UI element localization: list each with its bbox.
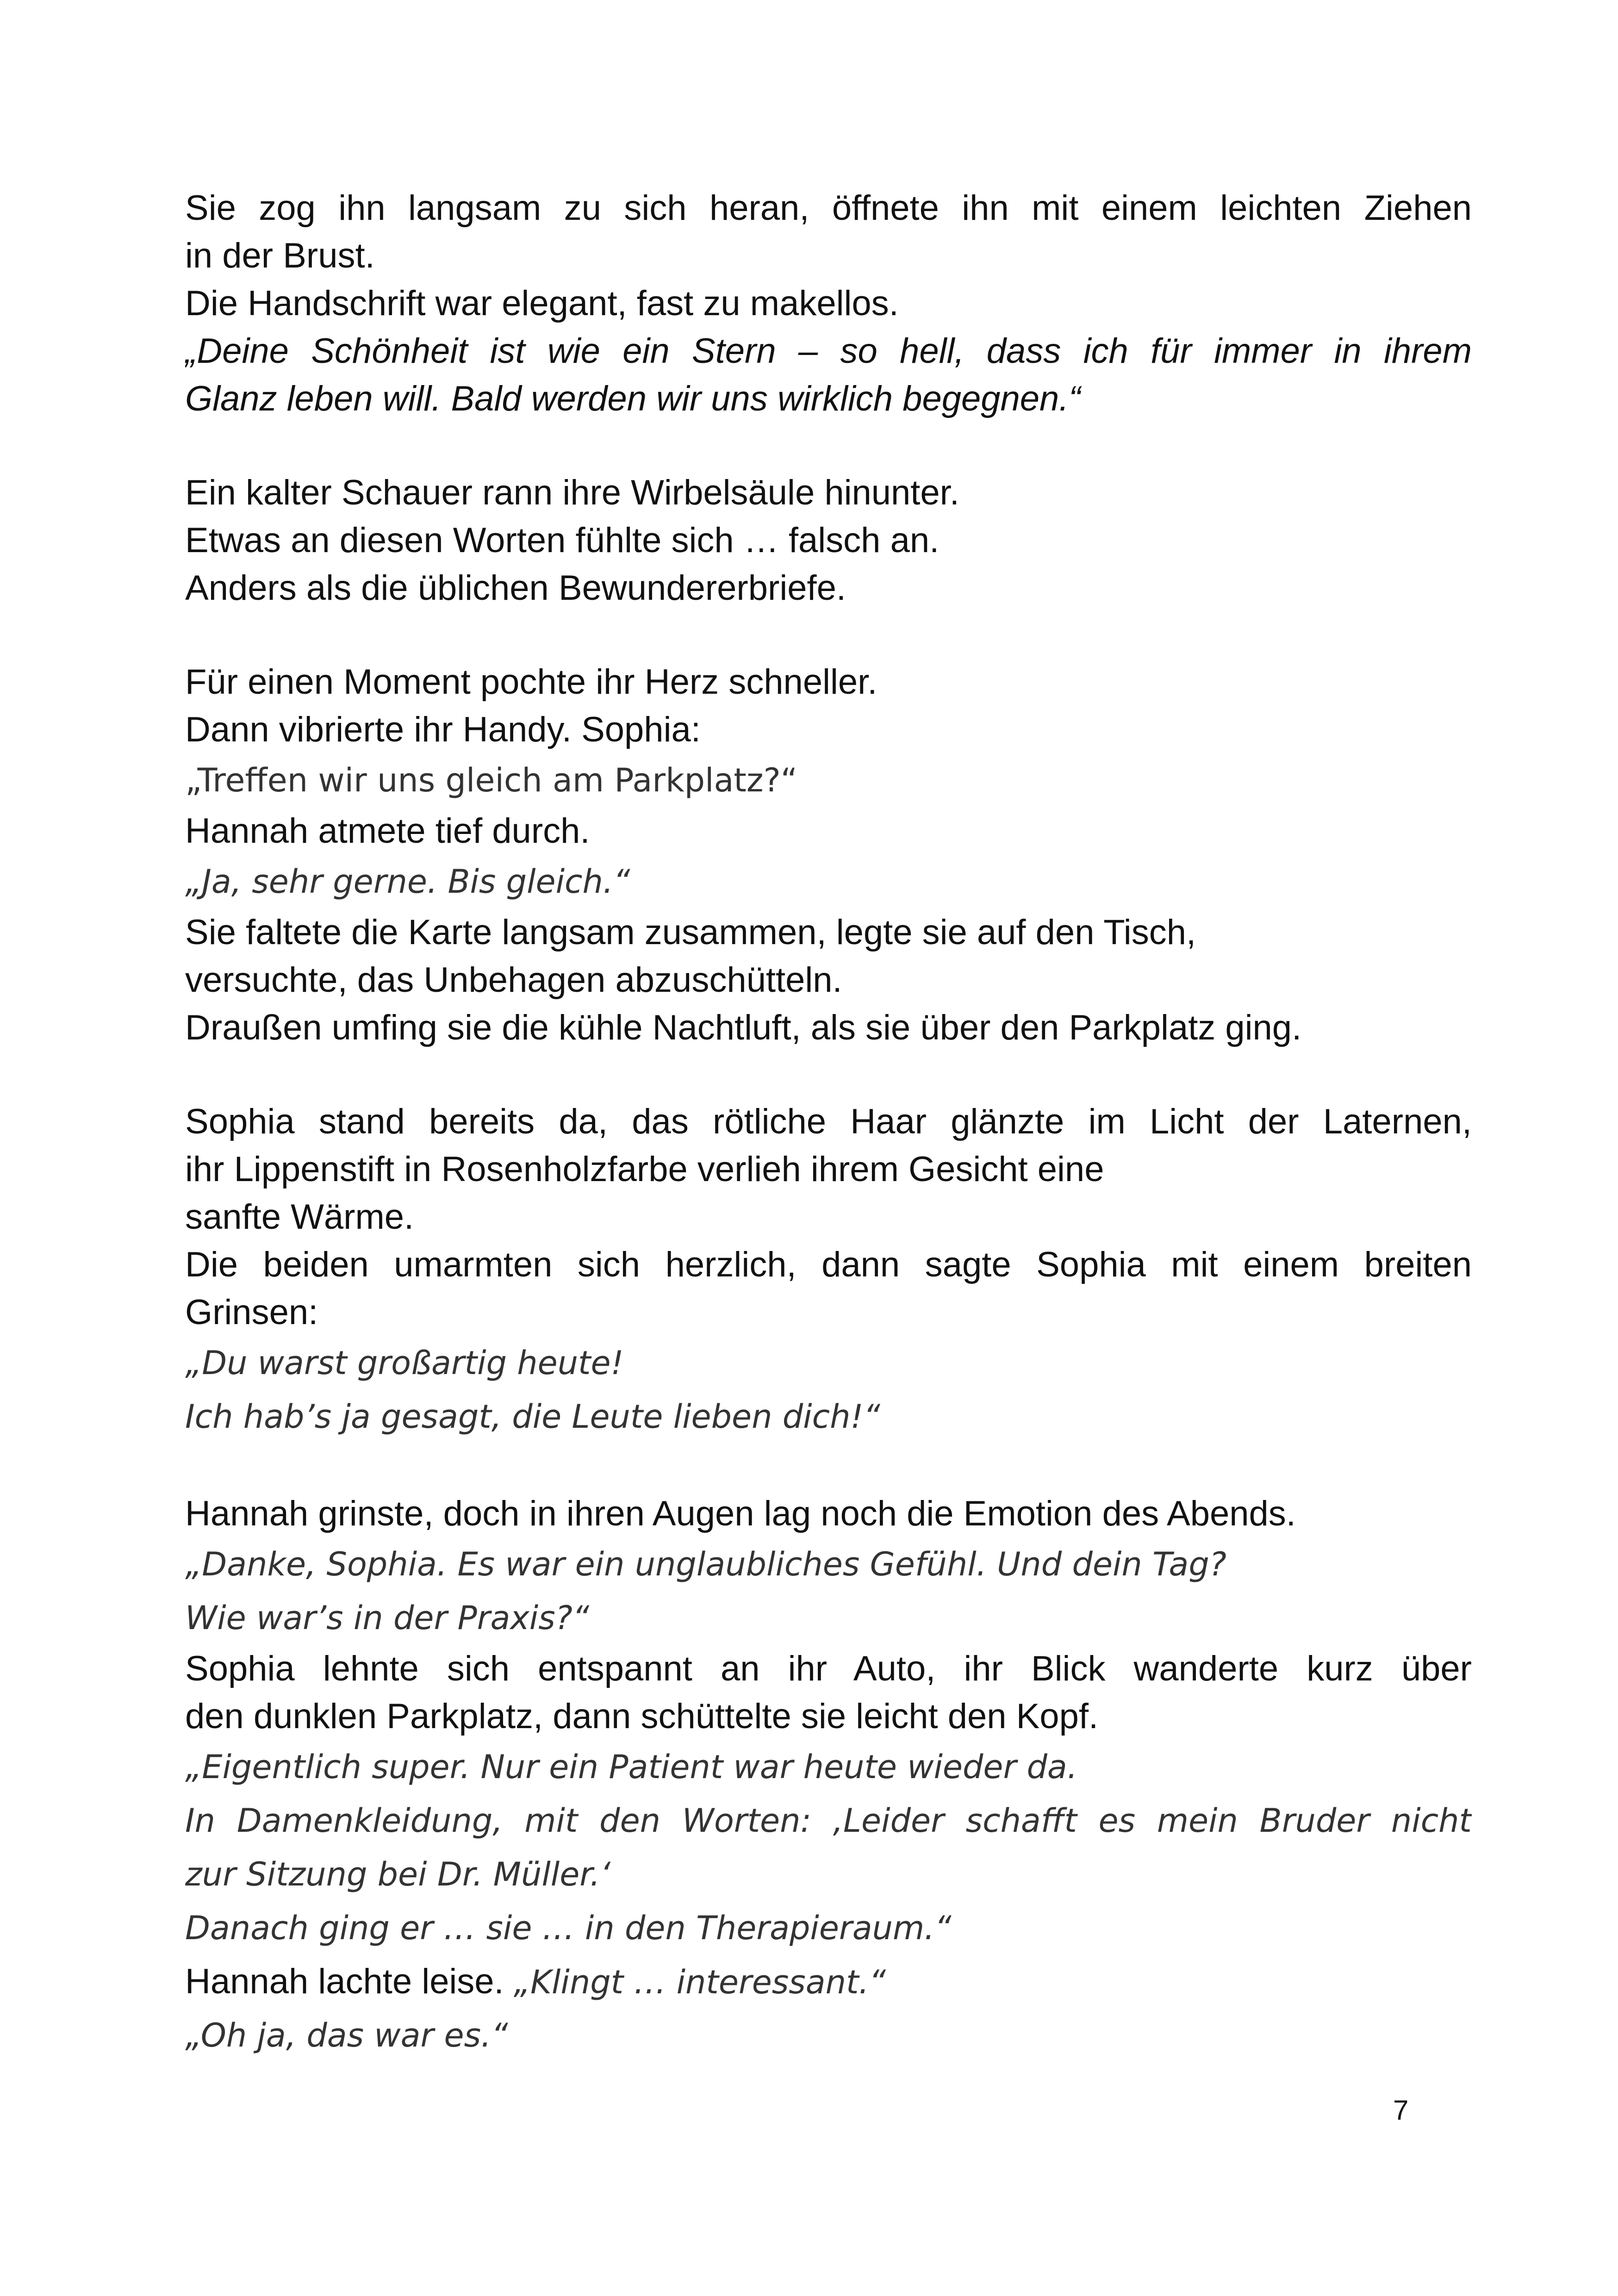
document-page [185, 184, 1472, 2062]
letter-quote-line: „Deine Schönheit ist wie ein Stern – so hell, dass ich für immer in ihrem [185, 331, 1472, 371]
body-text-line: Sophia lehnte sich entspannt an ihr Auto, ihr Blick wanderte kurz über [185, 1649, 1472, 1688]
body-text-line: Die Handschrift war elegant, fast zu makellos. [185, 284, 899, 323]
body-text-line: versuchte, das Unbehagen abzuschütteln. [185, 960, 842, 1000]
dialogue-quote-line: In Damenkleidung, mit den Worten: ‚Leider schafft es mein Bruder nicht [185, 1802, 1472, 1840]
body-text-line: den dunklen Parkplatz, dann schüttelte sie leicht den Kopf. [185, 1697, 1099, 1736]
paragraph-gap [185, 1052, 1472, 1098]
body-text-line: Etwas an diesen Worten fühlte sich … falsch an. [185, 521, 940, 560]
dialogue-quote-line: „Eigentlich super. Nur ein Patient war heute wieder da. [185, 1748, 1078, 1786]
dialogue-quote-line: „Oh ja, das war es.“ [185, 2016, 508, 2054]
dialogue-quote-line: Danach ging er … sie … in den Therapieraum.“ [185, 1909, 952, 1947]
body-text-line: Hannah atmete tief durch. [185, 811, 590, 851]
paragraph-gap [185, 423, 1472, 469]
dialogue-quote-segment: „Klingt … interessant.“ [513, 1963, 886, 2001]
dialogue-quote-line: Wie war’s in der Praxis?“ [185, 1599, 590, 1637]
dialogue-quote-line: Ich hab’s ja gesagt, die Leute lieben dich!“ [185, 1398, 880, 1436]
page-number: 7 [1393, 2095, 1409, 2126]
paragraph-gap [185, 612, 1472, 658]
body-text-line: Hannah grinste, doch in ihren Augen lag noch die Emotion des Abends. [185, 1494, 1296, 1533]
body-text-line: Grinsen: [185, 1293, 318, 1332]
body-text-line: Dann vibrierte ihr Handy. Sophia: [185, 710, 701, 749]
body-text-line: Draußen umfing sie die kühle Nachtluft, als sie über den Parkplatz ging. [185, 1008, 1302, 1047]
paragraph-gap [185, 1444, 1472, 1490]
letter-quote-line: Glanz leben will. Bald werden wir uns wirklich begegnen.“ [185, 379, 1081, 418]
dialogue-quote-line: „Danke, Sophia. Es war ein unglaubliches Gefühl. Und dein Tag? [185, 1545, 1226, 1583]
body-text-segment: Hannah lachte leise. [185, 1962, 514, 2001]
body-text-line: Die beiden umarmten sich herzlich, dann sagte Sophia mit einem breiten [185, 1245, 1472, 1284]
body-text-line: Für einen Moment pochte ihr Herz schneller. [185, 662, 877, 702]
body-text-line: Ein kalter Schauer rann ihre Wirbelsäule hinunter. [185, 473, 959, 512]
body-text-line: sanfte Wärme. [185, 1197, 414, 1237]
body-text-line: Sie zog ihn langsam zu sich heran, öffnete ihn mit einem leichten Ziehen [185, 188, 1472, 228]
message-quote-line: „Treffen wir uns gleich am Parkplatz?“ [185, 761, 797, 799]
mixed-text-line [185, 1955, 1472, 2009]
dialogue-quote-line: „Du warst großartig heute! [185, 1344, 624, 1382]
body-text-line: ihr Lippenstift in Rosenholzfarbe verlieh ihrem Gesicht eine [185, 1150, 1104, 1189]
dialogue-quote-line: zur Sitzung bei Dr. Müller.‘ [185, 1855, 611, 1893]
body-text-line: in der Brust. [185, 236, 375, 275]
dialogue-quote-line: „Ja, sehr gerne. Bis gleich.“ [185, 863, 630, 901]
body-text-line: Anders als die üblichen Bewundererbriefe. [185, 568, 846, 608]
body-text-line: Sophia stand bereits da, das rötliche Haar glänzte im Licht der Laternen, [185, 1102, 1472, 1141]
body-text-line: Sie faltete die Karte langsam zusammen, legte sie auf den Tisch, [185, 913, 1196, 952]
